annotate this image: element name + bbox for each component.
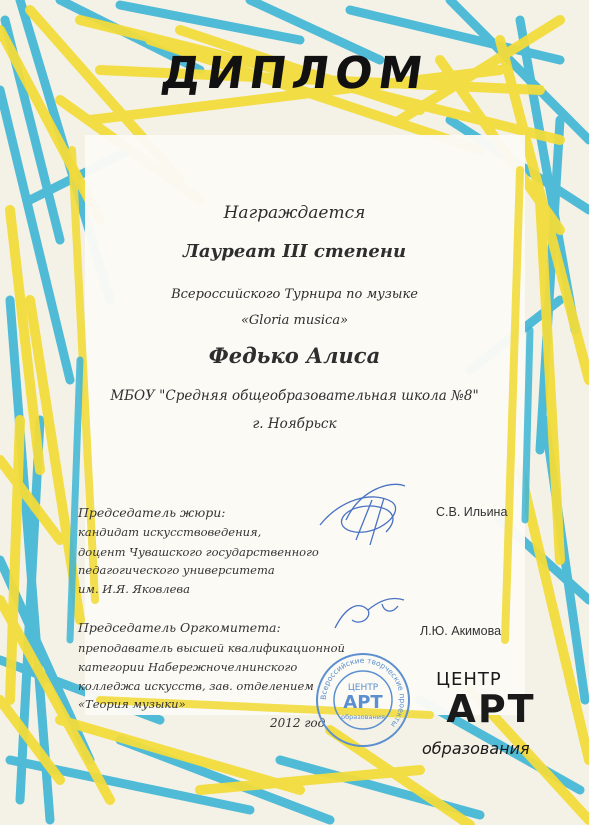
stamp-center-top: ЦЕНТР xyxy=(347,683,379,693)
diploma-title-text: ДИПЛОМ xyxy=(158,48,432,99)
committee-line-4: «Теория музыки» xyxy=(78,697,186,711)
logo-main-text: АРТ xyxy=(446,687,536,731)
stamp-center-bottom: образования xyxy=(341,713,385,721)
city-name: г. Ноябрьск xyxy=(252,416,337,432)
committee-line-3: колледжа искусств, зав. отделением xyxy=(78,679,314,693)
organization-stamp xyxy=(315,652,411,748)
jury-line-1: кандидат искусствоведения, xyxy=(78,525,262,539)
degree-text: Лауреат III степени xyxy=(182,241,407,262)
year-text: 2012 год xyxy=(270,716,326,730)
committee-name: Л.Ю. Акимова xyxy=(420,624,502,638)
jury-line-4: им. И.Я. Яковлева xyxy=(78,582,190,596)
stamp-center-main: АРТ xyxy=(343,692,383,713)
stamp-ring-text: Всероссийские творческие проекты xyxy=(318,655,408,730)
art-center-logo xyxy=(418,665,568,775)
logo-bottom-text: образования xyxy=(422,739,530,758)
diploma-title xyxy=(130,48,460,118)
logo-top-text: ЦЕНТР xyxy=(436,669,502,690)
school-name: МБОУ "Средняя общеобразовательная школа №8" xyxy=(110,388,479,404)
recipient-name: Федько Алиса xyxy=(208,343,381,368)
committee-heading: Председатель Оргкомитета: xyxy=(78,620,281,635)
committee-line-2: категории Набережночелнинского xyxy=(78,660,298,674)
jury-line-2: доцент Чувашского государственного xyxy=(78,545,319,559)
committee-line-1: преподаватель высшей квалификационной xyxy=(78,641,345,655)
awarded-text: Награждается xyxy=(223,203,366,223)
jury-line-3: педагогического университета xyxy=(78,563,275,577)
contest-line-2: «Gloria musica» xyxy=(240,313,349,328)
contest-line-1: Всероссийского Турнира по музыке xyxy=(171,287,418,302)
jury-name: С.В. Ильина xyxy=(436,505,508,519)
jury-heading: Председатель жюри: xyxy=(78,505,226,520)
